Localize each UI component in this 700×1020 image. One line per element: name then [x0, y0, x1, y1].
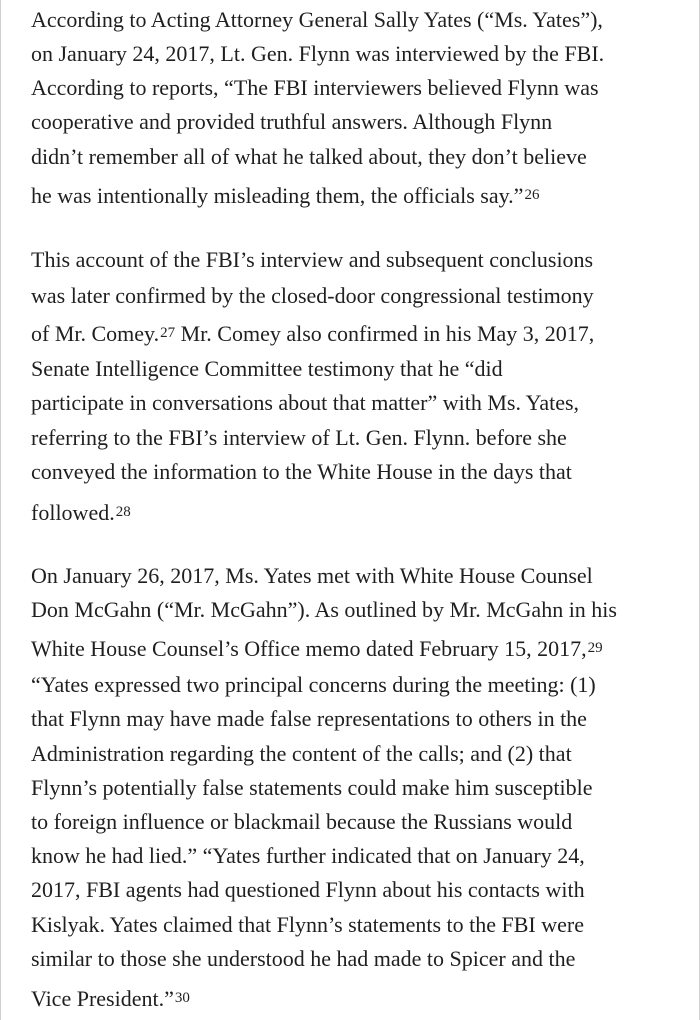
text-line	[31, 247, 593, 273]
text-line	[31, 41, 604, 67]
text-line	[31, 563, 593, 589]
text-line	[31, 877, 585, 903]
line-text: know he had lied.” “Yates further indicated that on January 24,	[31, 843, 585, 868]
text-line	[31, 741, 572, 767]
text-line	[31, 390, 579, 416]
footnote-ref[interactable]: 29	[587, 640, 603, 656]
text-line	[31, 500, 131, 526]
line-text: On January 26, 2017, Ms. Yates met with White House Counsel	[31, 563, 593, 588]
text-line	[31, 946, 575, 972]
line-text: that Flynn may have made false representations to others in the	[31, 706, 587, 731]
line-text: “Yates expressed two principal concerns during the meeting: (1)	[31, 672, 596, 697]
line-text: Administration regarding the content of the calls; and (2) that	[31, 741, 572, 766]
line-text: followed.	[31, 500, 115, 525]
footnote-ref[interactable]: 27	[160, 325, 176, 341]
text-line	[31, 672, 596, 698]
line-text: Don McGahn (“Mr. McGahn”). As outlined by Mr. McGahn in his	[31, 597, 617, 622]
line-text: Mr. Comey also confirmed in his May 3, 2017,	[175, 321, 595, 346]
text-line	[31, 809, 572, 835]
text-line	[31, 425, 567, 451]
text-line	[31, 597, 617, 623]
line-text: referring to the FBI’s interview of Lt. Gen. Flynn. before she	[31, 425, 567, 450]
text-line	[31, 321, 594, 347]
line-text: White House Counsel’s Office memo dated February 15, 2017,	[31, 636, 587, 661]
text-line	[31, 75, 599, 101]
footnote-ref[interactable]: 26	[524, 187, 540, 203]
line-text: participate in conversations about that matter” with Ms. Yates,	[31, 390, 580, 415]
text-line	[31, 706, 587, 732]
line-text: he was intentionally misleading them, the officials say.”	[31, 183, 524, 208]
footnote-ref[interactable]: 30	[174, 990, 190, 1006]
text-line	[31, 775, 593, 801]
line-text: cooperative and provided truthful answers. Although Flynn	[31, 109, 553, 134]
text-line	[31, 459, 572, 485]
text-line	[31, 636, 603, 662]
text-line	[31, 109, 552, 135]
line-text: of Mr. Comey.	[31, 321, 160, 346]
line-text: 2017, FBI agents had questioned Flynn about his contacts with	[31, 877, 585, 902]
text-line	[31, 283, 594, 309]
line-text: conveyed the information to the White House in the days that	[31, 459, 572, 484]
footnote-ref[interactable]: 28	[115, 504, 131, 520]
line-text: on January 24, 2017, Lt. Gen. Flynn was interviewed by the FBI.	[31, 41, 605, 66]
line-text: didn’t remember all of what he talked about, they don’t believe	[31, 144, 587, 169]
text-line	[31, 912, 584, 938]
text-line	[31, 7, 681, 33]
line-text: similar to those she understood he had made to Spicer and the	[31, 946, 576, 971]
line-text: to foreign influence or blackmail because the Russians would	[31, 809, 573, 834]
text-line	[31, 183, 539, 209]
line-text: This account of the FBI’s interview and subsequent conclusions	[31, 247, 594, 272]
line-text: According to Acting Attorney General Sally Yates (“Ms. Yates”),	[31, 7, 603, 32]
line-text: Senate Intelligence Committee testimony that he “did	[31, 356, 503, 381]
line-text: Vice President.”	[31, 986, 174, 1011]
text-line	[31, 144, 587, 170]
text-line	[31, 356, 503, 382]
text-line	[31, 843, 585, 869]
line-text: was later confirmed by the closed-door congressional testimony	[31, 283, 594, 308]
line-text: Kislyak. Yates claimed that Flynn’s statements to the FBI were	[31, 912, 584, 937]
text-line	[31, 986, 190, 1012]
line-text: According to reports, “The FBI interviewers believed Flynn was	[31, 75, 599, 100]
line-text: Flynn’s potentially false statements could make him susceptible	[31, 775, 593, 800]
